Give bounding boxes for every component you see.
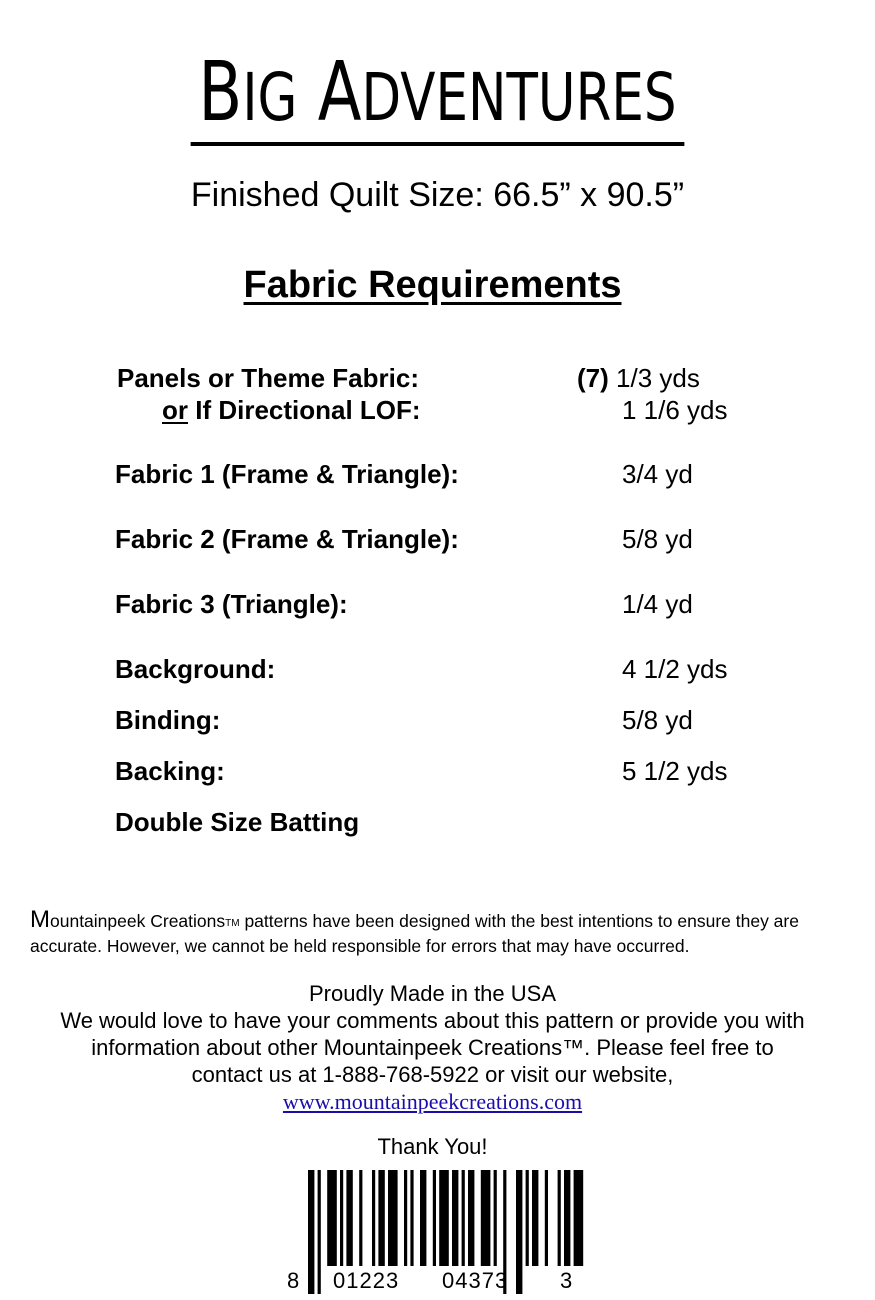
req-directional-text: If Directional LOF: <box>188 395 421 425</box>
req-fabric2-value: 5/8 yd <box>622 524 693 554</box>
title-letter-a: A <box>317 45 362 140</box>
disclaimer-brand: ountainpeek Creations <box>50 911 226 931</box>
barcode-bar <box>420 1170 426 1266</box>
req-directional-value: 1 1/6 yds <box>622 395 728 425</box>
barcode-bar <box>404 1170 407 1266</box>
barcode-bar <box>346 1170 352 1266</box>
req-fabric3-label: Fabric 3 (Triangle): <box>115 589 348 619</box>
req-fabric1-value: 3/4 yd <box>622 459 693 489</box>
disclaimer-m: M <box>30 906 50 933</box>
barcode-bar <box>574 1170 584 1266</box>
disclaimer-text: patterns have been designed with the best intentions to ensure they are accurate. However, we cannot be held responsible for errors that may have occurred. <box>30 911 799 956</box>
barcode-bar <box>327 1170 337 1266</box>
barcode-bar <box>439 1170 449 1266</box>
barcode-bar <box>481 1170 491 1266</box>
req-fabric3-value: 1/4 yd <box>622 589 693 619</box>
barcode-bar <box>452 1170 458 1266</box>
req-backing-value: 5 1/2 yds <box>622 756 728 786</box>
barcode-right-digits: 04373 <box>442 1268 509 1293</box>
contact-line-2: information about other Mountainpeek Creations™. Please feel free to <box>91 1035 774 1060</box>
barcode-bar <box>308 1170 314 1294</box>
barcode-left-digits: 01223 <box>333 1268 400 1293</box>
contact-line-3: contact us at 1-888-768-5922 or visit our website, <box>191 1062 674 1087</box>
req-panels-qty: (7) <box>577 363 609 393</box>
barcode-bar <box>564 1170 570 1266</box>
req-binding-label: Binding: <box>115 705 221 735</box>
req-panels-value <box>577 363 700 394</box>
disclaimer-tm: TM <box>225 918 240 929</box>
barcode-bar <box>372 1170 375 1266</box>
disclaimer <box>30 908 845 958</box>
fabric-requirements-heading: Fabric Requirements <box>243 264 622 306</box>
contact-line-1: We would love to have your comments about this pattern or provide you with <box>60 1008 805 1033</box>
req-binding-value: 5/8 yd <box>622 705 693 735</box>
barcode-bar <box>388 1170 398 1266</box>
req-background-value: 4 1/2 yds <box>622 654 728 684</box>
barcode-bar <box>468 1170 474 1266</box>
barcode-bar <box>558 1170 561 1266</box>
barcode-bar <box>545 1170 548 1266</box>
req-panels-amount: 1/3 yds <box>616 363 700 393</box>
barcode-bar <box>340 1170 343 1266</box>
title-block <box>0 45 875 146</box>
barcode-lead-digit: 8 <box>287 1268 300 1293</box>
barcode-bar <box>433 1170 436 1266</box>
req-fabric1-label: Fabric 1 (Frame & Triangle): <box>115 459 459 489</box>
req-panels-label: Panels or Theme Fabric: <box>117 363 419 393</box>
barcode-bar <box>318 1170 321 1294</box>
made-in-usa: Proudly Made in the USA <box>308 981 557 1006</box>
barcode <box>284 1170 584 1294</box>
barcode-check-digit: 3 <box>560 1268 573 1293</box>
barcode-bar <box>532 1170 538 1266</box>
req-fabric2-label: Fabric 2 (Frame & Triangle): <box>115 524 459 554</box>
barcode-bar <box>462 1170 465 1266</box>
barcode-bars <box>284 1170 584 1294</box>
req-directional-label <box>162 395 421 426</box>
or-underlined: or <box>162 395 188 425</box>
barcode-bar <box>378 1170 384 1266</box>
req-backing-label: Backing: <box>115 756 225 786</box>
req-background-label: Background: <box>115 654 276 684</box>
title-part-ig: IG <box>242 59 298 136</box>
footer-text <box>0 980 865 1115</box>
barcode-bar <box>494 1170 497 1266</box>
finished-size: Finished Quilt Size: 66.5” x 90.5” <box>190 176 685 214</box>
req-batting-label: Double Size Batting <box>115 807 360 837</box>
website-link[interactable]: www.mountainpeekcreations.com <box>282 1089 583 1114</box>
title-letter-b: B <box>198 45 243 140</box>
thank-you: Thank You! <box>377 1134 488 1159</box>
barcode-bar <box>526 1170 529 1266</box>
page-title <box>191 45 685 146</box>
title-part-dventures: DVENTURES <box>361 59 677 136</box>
barcode-bar <box>359 1170 362 1266</box>
barcode-bar <box>410 1170 413 1266</box>
barcode-bar <box>516 1170 522 1294</box>
